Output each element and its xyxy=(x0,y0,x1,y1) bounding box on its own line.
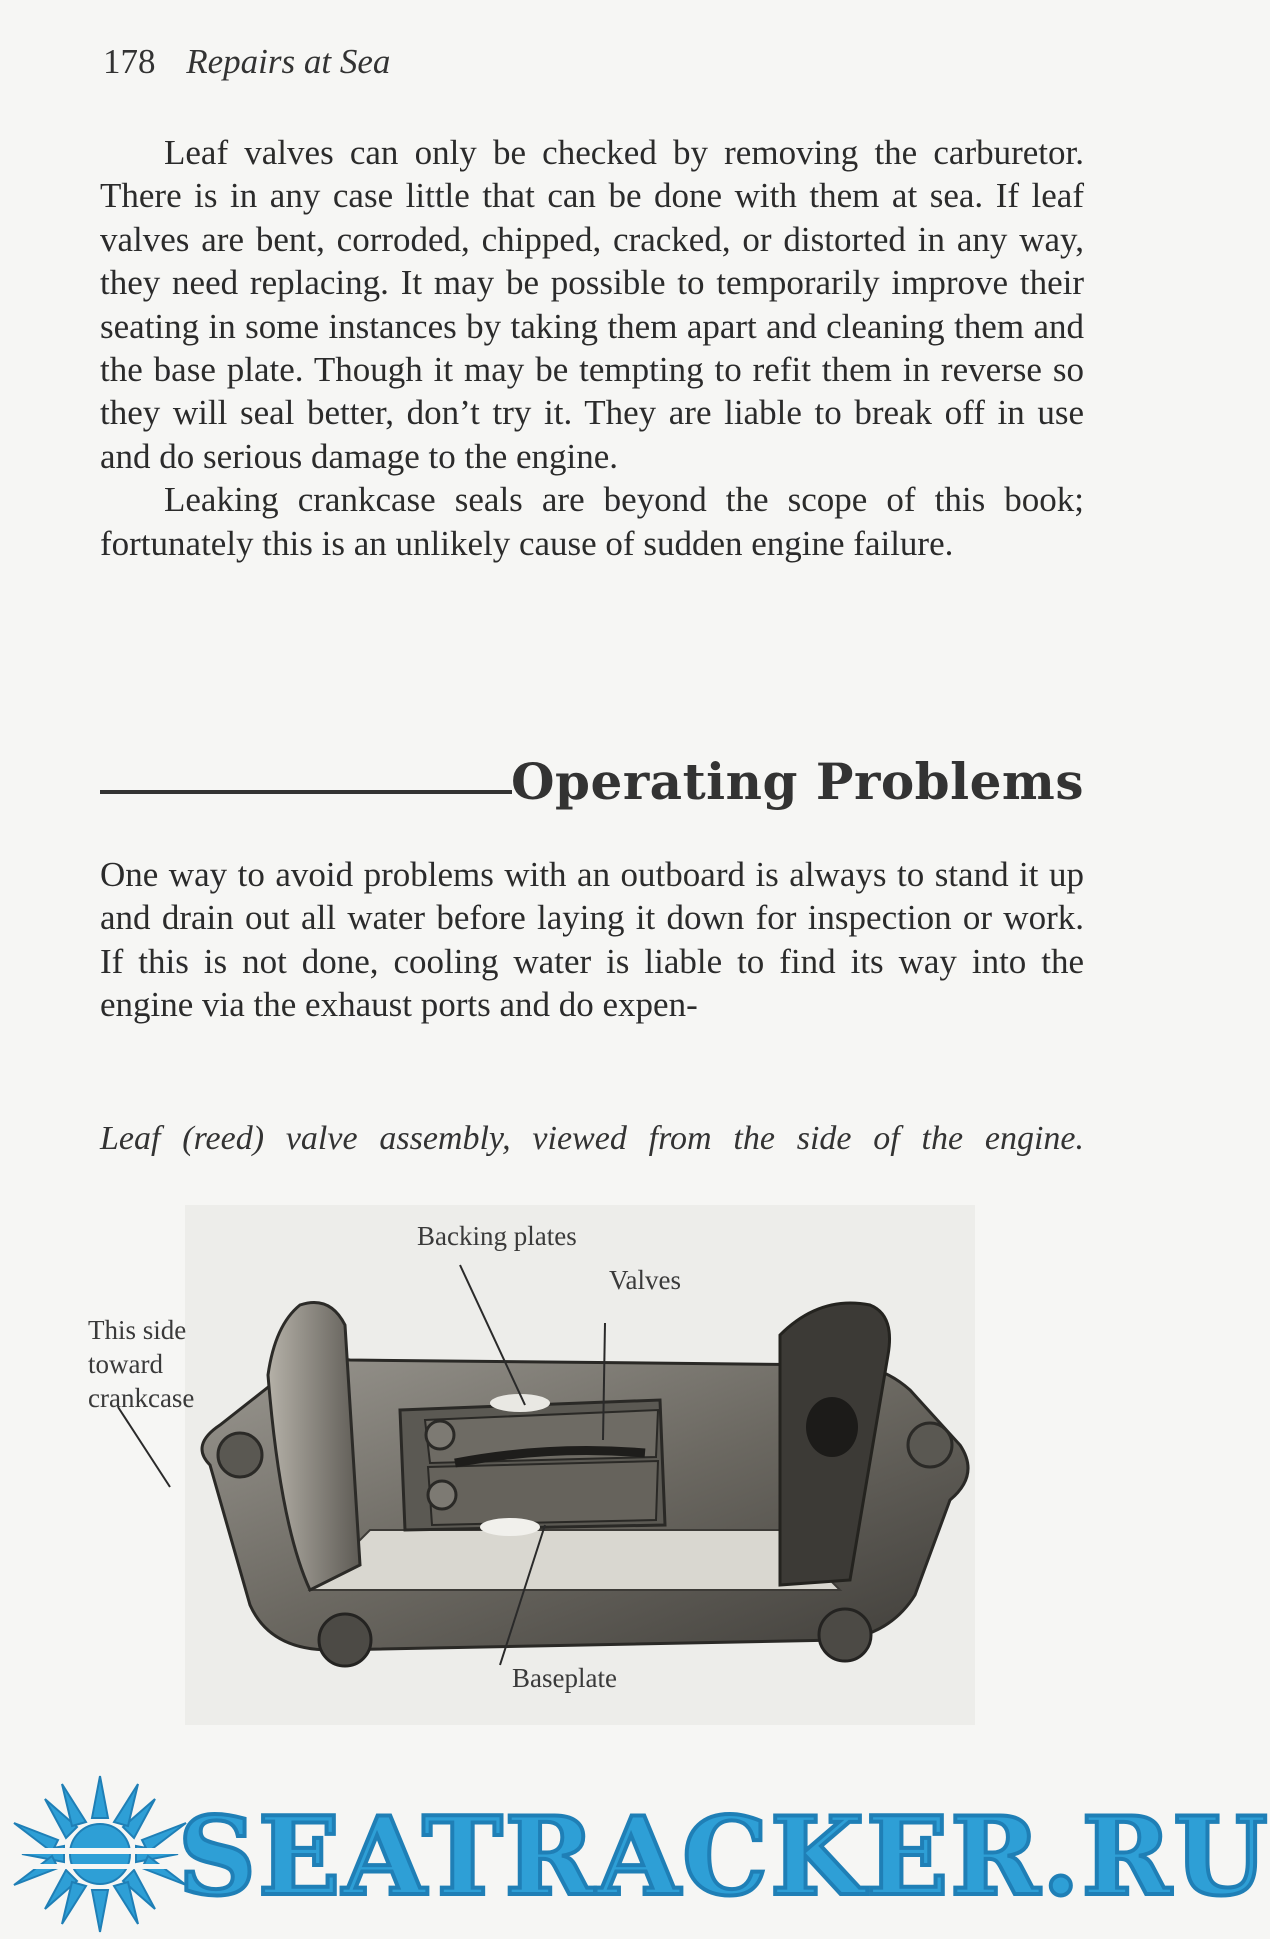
watermark-text: SEATRACKER.RU xyxy=(178,1794,1270,1920)
label-backing-plates: Backing plates xyxy=(417,1221,577,1251)
paragraph-crankcase-seals: Leaking crankcase seals are beyond the scope of this book; fortunately this is an unlikely cause of sudden engine failure. xyxy=(100,480,1084,563)
section-heading xyxy=(100,752,1084,812)
label-side-line3: crankcase xyxy=(88,1383,195,1413)
reed-valve-photo xyxy=(80,1195,1080,1735)
label-side-line1: This side xyxy=(88,1315,187,1345)
leader-crankcase-side xyxy=(118,1407,170,1487)
running-head xyxy=(103,42,390,82)
paragraph-operating-problems: One way to avoid problems with an outboard is always to stand it up and drain out all water before laying it down for inspection or work. If this is not done, cooling water is liable to find its way into the engine via the exhaust ports and do expen- xyxy=(100,855,1084,1025)
section-rule xyxy=(100,790,512,794)
section-title: Operating Problems xyxy=(511,752,1084,811)
label-baseplate: Baseplate xyxy=(512,1663,617,1693)
page-number: 178 xyxy=(103,42,156,81)
reed-valve-figure xyxy=(80,1195,1080,1735)
paragraph-leaf-valves: Leaf valves can only be checked by removing the carburetor. There is in any case little that can be done with them at sea. If leaf valves are bent, corroded, chipped, cracked, or distorted in any way, they need replacing. It may be possible to temporarily improve their seating in some instances by taking them apart and cleaning them and the base plate. Though it may be tempting to refit them in reverse so they will seal better, don’t try it. They are liable to break off in use and do serious damage to the engine. xyxy=(100,133,1084,476)
section-body xyxy=(100,853,1084,1027)
book-title: Repairs at Sea xyxy=(186,42,391,81)
watermark xyxy=(0,1768,1270,1939)
body-text xyxy=(100,131,1084,565)
figure-caption: Leaf (reed) valve assembly, viewed from the side of the engine. xyxy=(100,1120,1084,1157)
label-valves: Valves xyxy=(609,1265,681,1295)
label-crankcase-side xyxy=(88,1313,194,1415)
sun-logo-icon xyxy=(0,1768,200,1939)
label-side-line2: toward xyxy=(88,1349,163,1379)
